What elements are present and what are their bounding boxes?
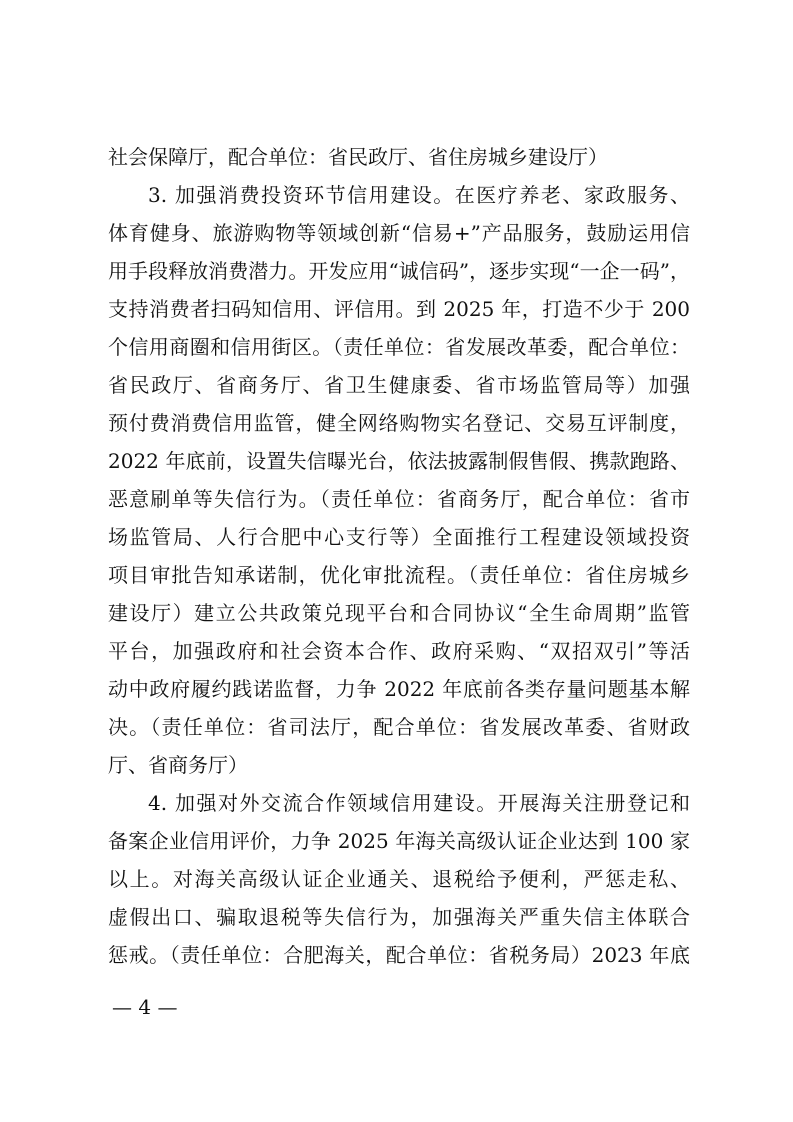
paragraph-line: 决。（责任单位：省司法厅，配合单位：省发展改革委、省财政 xyxy=(108,715,690,739)
paragraph-line: 厅、省商务厅） xyxy=(108,753,248,777)
paragraph-line: 场监管局、人行合肥中心支行等）全面推行工程建设领域投资 xyxy=(108,525,690,549)
paragraph-line: 建设厅）建立公共政策兑现平台和合同协议“全生命周期”监管 xyxy=(108,601,690,625)
paragraph-line: 备案企业信用评价，力争 2025 年海关高级认证企业达到 100 家 xyxy=(108,829,690,853)
paragraph-line: 4. 加强对外交流合作领域信用建设。开展海关注册登记和 xyxy=(148,791,690,815)
paragraph-line: 支持消费者扫码知信用、评信用。到 2025 年，打造不少于 200 xyxy=(108,297,690,321)
page-number: — 4 — xyxy=(112,995,178,1019)
paragraph-line: 动中政府履约践诺监督，力争 2022 年底前各类存量问题基本解 xyxy=(108,677,690,701)
paragraph-line: 虚假出口、骗取退税等失信行为，加强海关严重失信主体联合 xyxy=(108,905,690,929)
paragraph-line: 个信用商圈和信用街区。（责任单位：省发展改革委，配合单位： xyxy=(108,335,690,359)
paragraph-line: 平台，加强政府和社会资本合作、政府采购、“双招双引”等活 xyxy=(108,639,690,663)
paragraph-line: 社会保障厅，配合单位：省民政厅、省住房城乡建设厅） xyxy=(108,145,608,169)
paragraph-line: 项目审批告知承诺制，优化审批流程。（责任单位：省住房城乡 xyxy=(108,563,690,587)
paragraph-line: 2022 年底前，设置失信曝光台，依法披露制假售假、携款跑路、 xyxy=(108,449,690,473)
paragraph-line: 用手段释放消费潜力。开发应用“诚信码”，逐步实现“一企一码”， xyxy=(108,259,690,283)
paragraph-line: 省民政厅、省商务厅、省卫生健康委、省市场监管局等）加强 xyxy=(108,373,690,397)
paragraph-line: 预付费消费信用监管，健全网络购物实名登记、交易互评制度， xyxy=(108,411,690,435)
paragraph-line: 恶意刷单等失信行为。（责任单位：省商务厅，配合单位：省市 xyxy=(108,487,690,511)
paragraph-line: 惩戒。（责任单位：合肥海关，配合单位：省税务局）2023 年底 xyxy=(108,943,690,967)
paragraph-line: 3. 加强消费投资环节信用建设。在医疗养老、家政服务、 xyxy=(148,183,690,207)
paragraph-line: 以上。对海关高级认证企业通关、退税给予便利，严惩走私、 xyxy=(108,867,690,891)
paragraph-line: 体育健身、旅游购物等领域创新“信易+”产品服务，鼓励运用信 xyxy=(108,221,690,245)
